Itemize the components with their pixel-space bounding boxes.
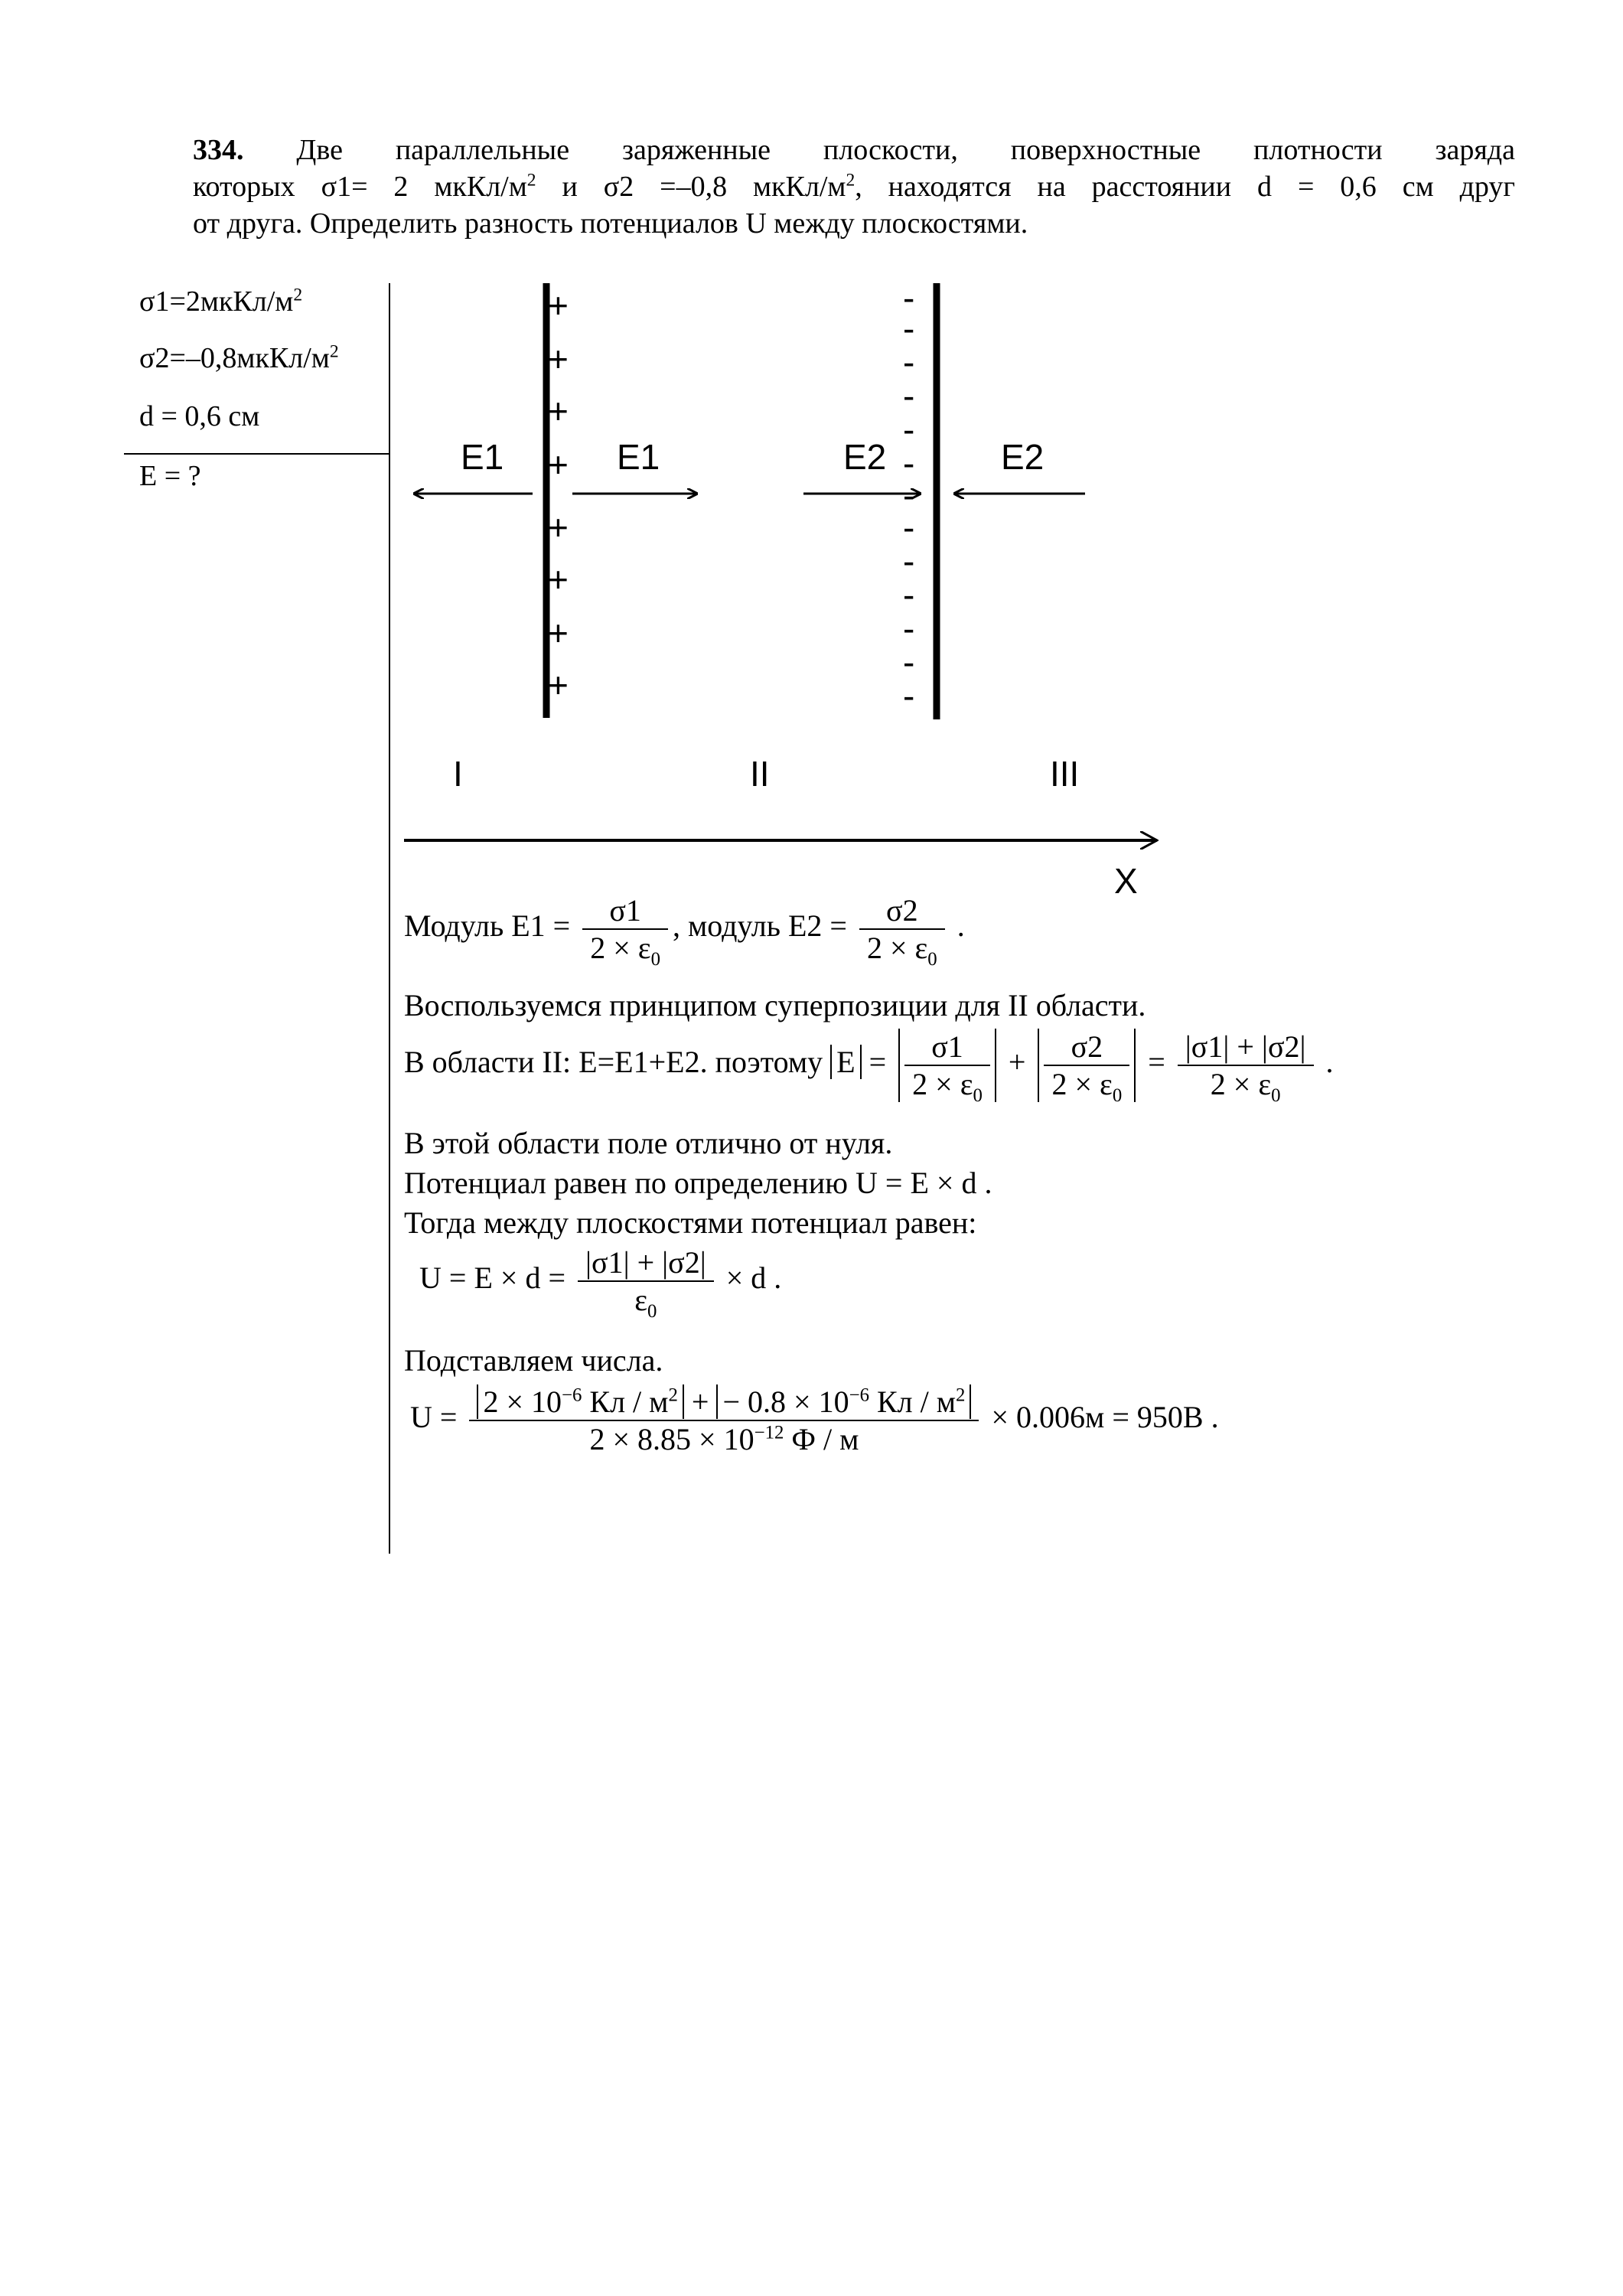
plus-sign: +: [548, 391, 569, 431]
label-e2-left: E2: [843, 437, 887, 477]
label-e1-left: E1: [461, 437, 504, 477]
solution-line-9: U = $\frac{2 \times 10^{-6} Кл / м^2 + - 0.8 \times 10^{-6} Кл / м^2}{2 \times 8.85 \times 10^{-12} Ф / м}$ × 0.006м = 950В .: [410, 1384, 1219, 1456]
given-find: E = ?: [139, 460, 201, 492]
region-label-2: II: [750, 754, 770, 794]
solution-line-3: В области II: E=E1+E2. поэтому E = $\frac{\sigma 1}{2 \times \varepsilon_0}$ + $\frac{\sigma 2}{2 \times \varepsilon_0}$ = $\frac{|\sigma 1| + |\sigma 2|}{2 \times \varepsilon_0}$ .: [404, 1029, 1334, 1106]
plus-sign: +: [548, 285, 569, 325]
label-e1-right: E1: [617, 437, 660, 477]
solution-line-5: Потенциал равен по определению U = E × d .: [404, 1166, 992, 1200]
label-e2-right: E2: [1001, 437, 1045, 477]
given-sigma1: $\sigma 1=2мкКл/м^2$: [139, 285, 303, 318]
minus-sign: -: [903, 541, 915, 581]
solution-line-2: Воспользуемся принципом суперпозиции для II области.: [404, 988, 1146, 1022]
minus-sign: -: [903, 507, 915, 547]
plus-sign: +: [548, 613, 569, 653]
plus-sign: +: [548, 559, 569, 599]
given-distance: d = 0,6 см: [139, 400, 260, 432]
given-sigma2: $\sigma 2=-0,8мкКл/м^2$: [139, 341, 339, 374]
solution-line-4: В этой области поле отлично от нуля.: [404, 1126, 893, 1160]
region-label-3: III: [1050, 754, 1080, 794]
plus-sign: +: [548, 507, 569, 547]
minus-sign: -: [903, 475, 915, 515]
fraction-e1: $\frac{\sigma 1}{2 \times \varepsilon_0}$: [582, 892, 668, 966]
problem-line-1: 334. Две параллельные заряженные плоскости, поверхностные плотности заряда: [193, 134, 1516, 166]
solution-line-8: Подставляем числа.: [404, 1343, 663, 1378]
minus-sign: -: [903, 608, 915, 648]
field-diagram: [0, 0, 1623, 918]
minus-sign: -: [903, 575, 915, 615]
minus-sign: -: [903, 376, 915, 416]
minus-sign: -: [903, 676, 915, 716]
fraction-e2: $\frac{\sigma 2}{2 \times \varepsilon_0}$: [859, 892, 945, 966]
problem-line-3: от друга. Определить разность потенциалов U между плоскостями.: [193, 207, 1028, 240]
minus-sign: -: [903, 443, 915, 483]
problem-number: 334.: [193, 134, 244, 166]
solution-line-7: U = E × d = $\frac{|\sigma 1| + |\sigma 2|}{\varepsilon_0}$ × d .: [419, 1245, 782, 1322]
plus-sign: +: [548, 339, 569, 379]
solution-line-6: Тогда между плоскостями потенциал равен:: [404, 1205, 977, 1240]
plus-sign: +: [548, 445, 569, 484]
fraction-sum: $\frac{|\sigma 1| + |\sigma 2|}{2 \times \varepsilon_0}$: [1178, 1029, 1314, 1102]
fraction-abs-e2: $\frac{\sigma 2}{2 \times \varepsilon_0}$: [1038, 1029, 1136, 1102]
minus-sign: -: [903, 409, 915, 449]
minus-sign: -: [903, 278, 915, 318]
solution-line-1: Модуль E1 = $\frac{\sigma 1}{2 \times \varepsilon_0}$ , модуль E2 = $\frac{\sigma 2}{2 \times \varepsilon_0}$ .: [404, 893, 965, 970]
minus-sign: -: [903, 642, 915, 682]
fraction-abs-e1: $\frac{\sigma 1}{2 \times \varepsilon_0}$: [898, 1029, 996, 1102]
plus-sign: +: [548, 665, 569, 705]
problem-line-2: которых σ1= 2 мкКл/$м^2$ и σ2 =–0,8 мкКл/$м^2$, находятся на расстоянии d = 0,6 см друг: [193, 170, 1515, 203]
axis-label-x: X: [1114, 861, 1138, 901]
minus-sign: -: [903, 342, 915, 382]
fraction-u: $\frac{|\sigma 1| + |\sigma 2|}{\varepsilon_0}$: [578, 1244, 714, 1318]
region-label-1: I: [453, 754, 463, 794]
fraction-numeric: $\frac{2 \times 10^{-6} Кл / м^2 + - 0.8 \times 10^{-6} Кл / м^2}{2 \times 8.85 \times 10^{-12} Ф / м}$: [469, 1384, 979, 1457]
minus-sign: -: [903, 308, 915, 348]
